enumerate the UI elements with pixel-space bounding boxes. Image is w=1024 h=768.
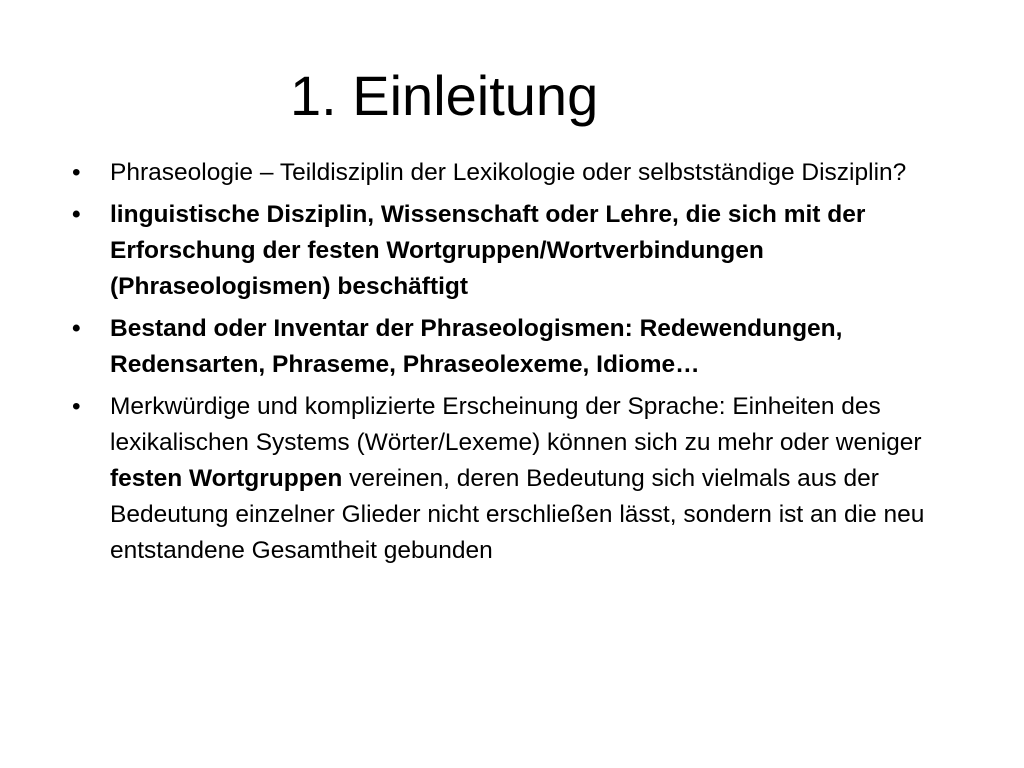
slide-title: 1. Einleitung (290, 64, 599, 127)
bullet-icon: • (72, 315, 81, 342)
bullet-item-4 (70, 389, 970, 569)
bullet-text-emphasis: festen Wortgruppen (110, 465, 343, 492)
bullet-text-start: Merkwürdige und komplizierte Erscheinung der Sprache: Einheiten des lexikalischen Systems (Wörter/Lexeme) können sich zu mehr oder weniger (110, 393, 922, 456)
bullet-item-1 (70, 155, 970, 191)
bullet-icon: • (72, 159, 81, 186)
bullet-text-end: vereinen, deren Bedeutung sich vielmals aus der Bedeutung einzelner Glieder nicht erschließen lässt, sondern ist an die neu entstandene Gesamtheit gebunden (110, 465, 925, 564)
bullet-icon: • (72, 201, 81, 228)
bullet-icon: • (72, 393, 81, 420)
bullet-text: Phraseologie – Teildisziplin der Lexikologie oder selbstständige Disziplin? (110, 159, 907, 186)
bullet-list (70, 155, 970, 575)
bullet-item-2 (70, 197, 970, 305)
bullet-item-3 (70, 311, 970, 383)
bullet-text: linguistische Disziplin, Wissenschaft oder Lehre, die sich mit der Erforschung der festen Wortgruppen/Wortverbindungen (Phraseologismen) beschäftigt (110, 201, 866, 300)
bullet-text: Bestand oder Inventar der Phraseologismen: Redewendungen, Redensarten, Phraseme, Phraseolexeme, Idiome… (110, 315, 843, 378)
